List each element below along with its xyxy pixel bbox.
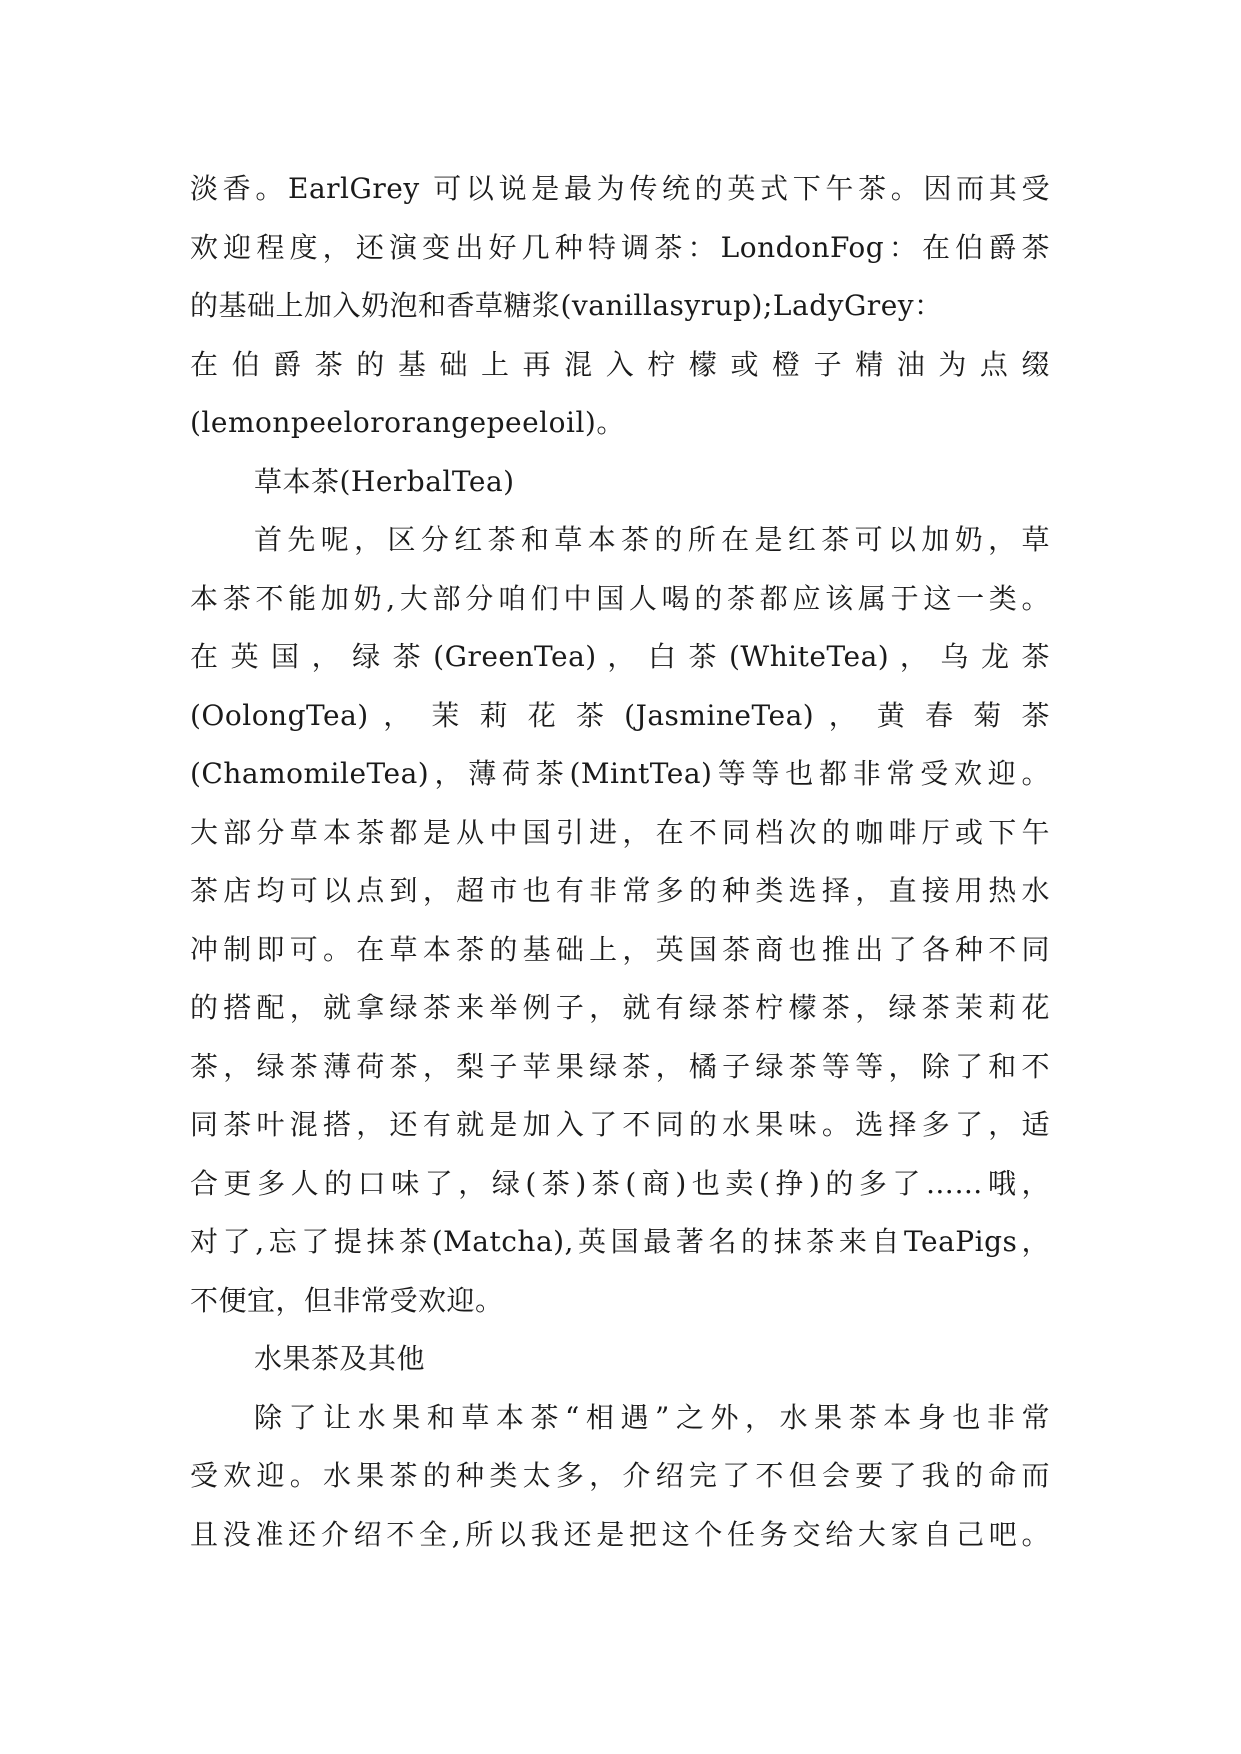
- text-line: 首先呢，区分红茶和草本茶的所在是红茶可以加奶，草: [254, 523, 1050, 556]
- text-line: 合更多人的口味了，绿(茶)茶(商)也卖(挣)的多了……哦，: [190, 1166, 1050, 1200]
- text-line: 淡香。EarlGrey 可以说是最为传统的英式下午茶。因而其受: [190, 172, 1050, 205]
- text-line: 冲制即可。在草本茶的基础上，英国茶商也推出了各种不同: [190, 932, 1050, 966]
- text-line: 受欢迎。水果茶的种类太多，介绍完了不但会要了我的命而: [190, 1459, 1050, 1492]
- body-text: [190, 160, 1050, 1564]
- text-line: 在 伯 爵 茶 的 基 础 上 再 混 入 柠 檬 或 橙 子 精 油 为 点 缀: [190, 347, 1050, 381]
- text-line: 茶，绿茶薄荷茶，梨子苹果绿茶，橘子绿茶等等，除了和不: [190, 1049, 1050, 1083]
- text-line: 同茶叶混搭，还有就是加入了不同的水果味。选择多了，适: [190, 1108, 1050, 1141]
- text-line: 对了,忘了提抹茶(Matcha),英国最著名的抹茶来自TeaPigs，: [190, 1225, 1050, 1258]
- text-line: 在 英 国 ， 绿 茶 (GreenTea) ， 白 茶 (WhiteTea) ， 乌 龙 茶: [190, 640, 1050, 673]
- text-line: (lemonpeelororangepeeloil)。: [190, 406, 625, 439]
- text-line: 茶店均可以点到，超市也有非常多的种类选择，直接用热水: [190, 874, 1050, 907]
- text-line: 大部分草本茶都是从中国引进，在不同档次的咖啡厅或下午: [190, 815, 1050, 849]
- section-heading-fruit-tea: 水果茶及其他: [254, 1342, 426, 1375]
- text-line: 且没准还介绍不全,所以我还是把这个任务交给大家自己吧。: [190, 1517, 1050, 1551]
- text-line: (ChamomileTea)，薄荷茶(MintTea)等等也都非常受欢迎。: [190, 757, 1050, 790]
- text-line: 本茶不能加奶,大部分咱们中国人喝的茶都应该属于这一类。: [190, 581, 1050, 615]
- text-line: 除了让水果和草本茶“相遇”之外，水果茶本身也非常: [254, 1400, 1050, 1434]
- text-line: (OolongTea) ， 茉 莉 花 茶 (JasmineTea) ， 黄 春 菊 茶: [190, 698, 1050, 732]
- text-line: 的搭配，就拿绿茶来举例子，就有绿茶柠檬茶，绿茶茉莉花: [190, 991, 1050, 1024]
- text-line: 欢迎程度，还演变出好几种特调茶：LondonFog：在伯爵茶: [190, 230, 1050, 264]
- text-line: 不便宜，但非常受欢迎。: [190, 1283, 504, 1317]
- text-line: 的基础上加入奶泡和香草糖浆(vanillasyrup);LadyGrey：: [190, 289, 943, 322]
- section-heading-herbal-tea: 草本茶(HerbalTea): [254, 464, 515, 498]
